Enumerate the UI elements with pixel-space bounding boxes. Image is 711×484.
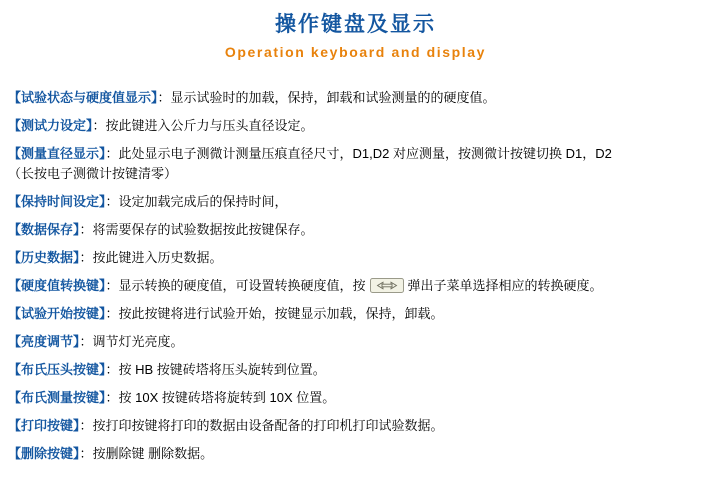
page-header [0,0,711,63]
item-description: ：将需要保存的试验数据按此按键保存。 [79,222,314,237]
page-title-en: Operation keyboard and display [224,44,487,60]
item-label: 【硬度值转换键】 [8,278,106,293]
list-item [8,417,703,434]
item-label: 【布氏测量按键】 [8,390,106,406]
item-description: ：调节灯光亮度。 [79,334,184,350]
item-description: ：按此按键将进行试验开始，按键显示加载，保持，卸载。 [105,306,444,322]
item-label: 【测量直径显示】 [8,146,106,161]
list-item [8,361,703,378]
list-item [8,277,703,294]
list-item [8,445,703,462]
list-item [8,193,703,210]
list-item [8,117,703,134]
list-item [8,389,703,406]
item-description: ：显示试验时的加载，保持，卸载和试验测量的的硬度值。 [157,90,496,105]
item-label: 【试验状态与硬度值显示】 [8,90,158,105]
item-description: ：此处显示电子测微计测量压痕直径尺寸，D1,D2 对应测量，按测微计按键切换 D1，D2 [105,146,612,161]
item-label: 【测试力设定】 [8,118,93,133]
item-label: 【保持时间设定】 [8,194,106,209]
list-item [8,145,703,162]
list-item [8,333,703,350]
list-item [8,89,703,106]
list-item [8,305,703,322]
item-label: 【数据保存】 [8,222,80,237]
item-label: 【历史数据】 [8,250,80,265]
item-description-tail: 弹出子菜单选择相应的转换硬度。 [407,278,603,293]
item-description: ：按删除键 删除数据。 [79,446,214,462]
description-list [0,89,711,462]
item-description: ：按此键进入公斤力与压头直径设定。 [92,118,314,133]
item-label: 【删除按键】 [8,446,80,462]
item-description: ：按 10X 按键砖塔将旋转到 10X 位置。 [105,390,336,406]
arrows-key-icon [370,278,404,293]
list-item [8,221,703,238]
item-label: 【试验开始按键】 [8,306,106,322]
item-description-continuation: （长按电子测微计按键清零） [8,166,178,181]
item-description: ：按此键进入历史数据。 [79,250,223,265]
item-description: ：显示转换的硬度值，可设置转换硬度值，按 [105,278,366,293]
item-label: 【打印按键】 [8,418,80,434]
item-description: ：设定加载完成后的保持时间， [105,194,288,209]
item-label: 【布氏压头按键】 [8,362,106,378]
page-title-cn: 操作键盘及显示 [275,13,436,36]
list-item [8,249,703,266]
item-description: ：按打印按键将打印的数据由设备配备的打印机打印试验数据。 [79,418,444,434]
item-description: ：按 HB 按键砖塔将压头旋转到位置。 [105,362,326,378]
item-label: 【亮度调节】 [8,334,80,350]
